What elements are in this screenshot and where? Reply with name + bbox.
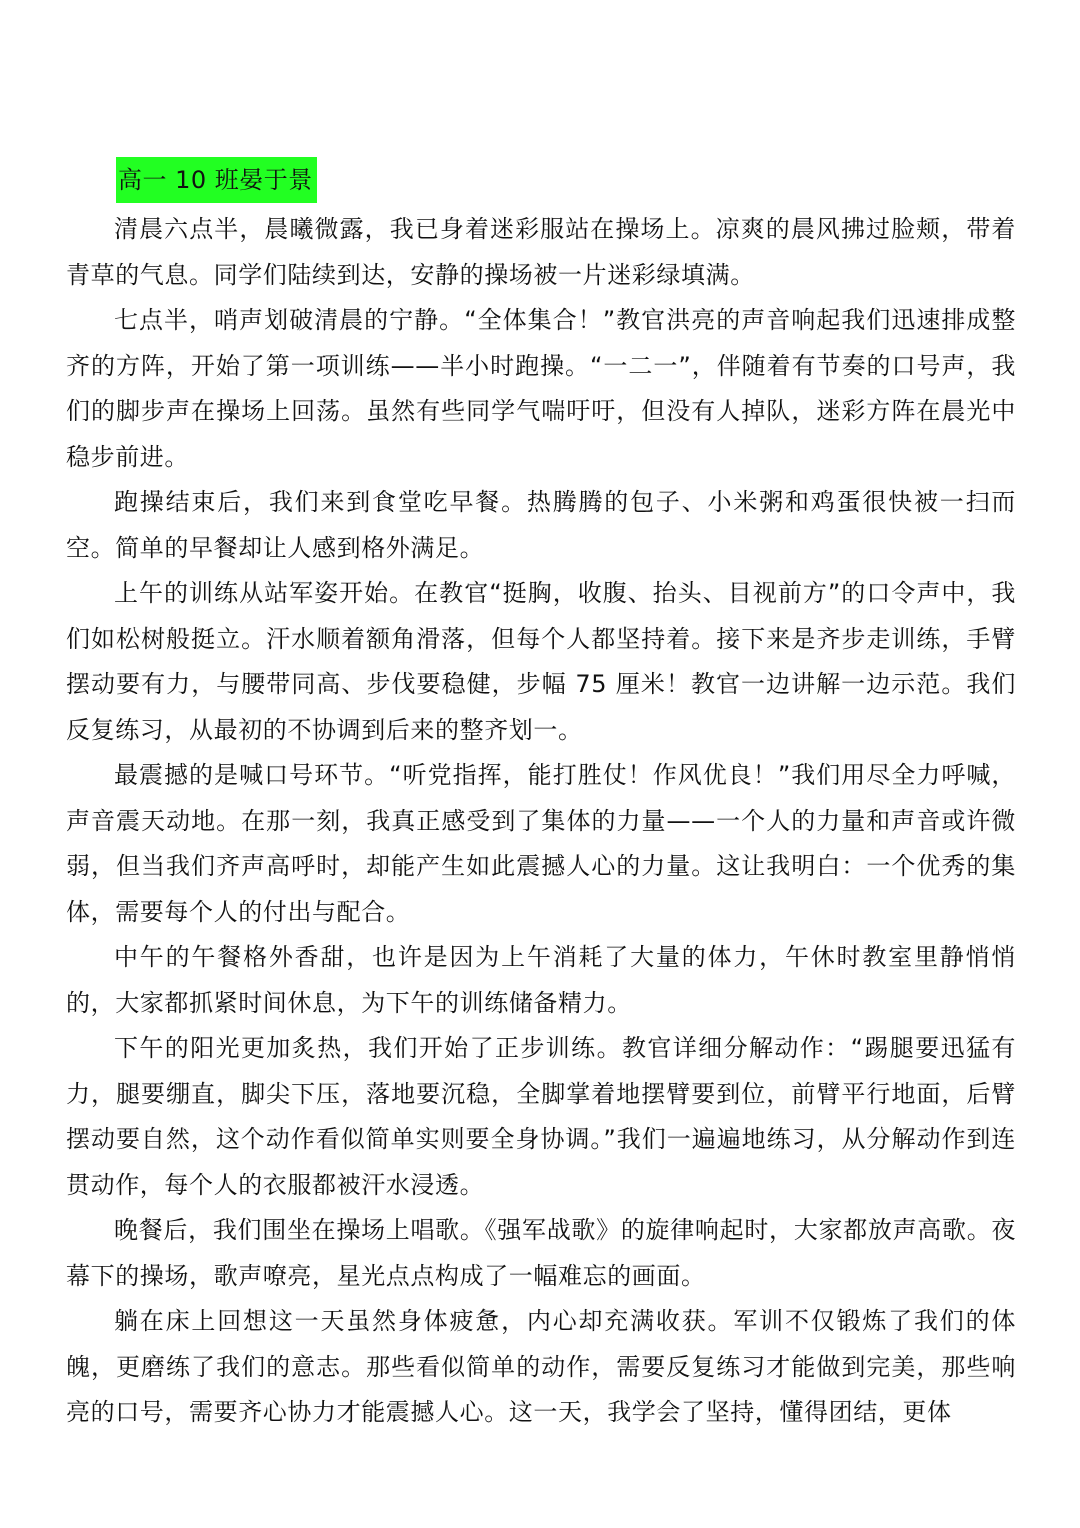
paragraph-slogans: 最震撼的是喊口号环节。“听党指挥，能打胜仗！作风优良！”我们用尽全力呼喊，声音震天动地。在那一刻，我真正感受到了集体的力量——一个人的力量和声音或许微弱，但当我们齐声高呼时，却能产生如此震撼人心的力量。这让我明白：一个优秀的集体，需要每个人的付出与配合。 — [66, 761, 1016, 926]
paragraph-reflection: 躺在床上回想这一天虽然身体疲惫，内心却充满收获。军训不仅锻炼了我们的体魄，更磨练了我们的意志。那些看似简单的动作，需要反复练习才能做到完美，那些响亮的口号，需要齐心协力才能震撼人心。这一天，我学会了坚持，懂得团结，更体 — [66, 1307, 1016, 1426]
paragraph-breakfast: 跑操结束后，我们来到食堂吃早餐。热腾腾的包子、小米粥和鸡蛋很快被一扫而空。简单的早餐却让人感到格外满足。 — [66, 488, 1016, 562]
paragraph-running: 七点半，哨声划破清晨的宁静。“全体集合！”教官洪亮的声音响起我们迅速排成整齐的方阵，开始了第一项训练——半小时跑操。“一二一”，伴随着有节奏的口号声，我们的脚步声在操场上回荡。虽然有些同学气喘吁吁，但没有人掉队，迷彩方阵在晨光中稳步前进。 — [66, 306, 1016, 471]
author-line — [116, 157, 317, 203]
paragraph-evening-singing: 晚餐后，我们围坐在操场上唱歌。《强军战歌》的旋律响起时，大家都放声高歌。夜幕下的操场，歌声嘹亮，星光点点构成了一幅难忘的画面。 — [66, 1216, 1016, 1290]
paragraph-standing-training: 上午的训练从站军姿开始。在教官“挺胸，收腹、抬头、目视前方”的口令声中，我们如松树般挺立。汗水顺着额角滑落，但每个人都坚持着。接下来是齐步走训练，手臂摆动要有力，与腰带同高、步伐要稳健，步幅 75 厘米！教官一边讲解一边示范。我们反复练习，从最初的不协调到后来的整齐划一。 — [66, 579, 1016, 744]
article-body — [66, 207, 1016, 1436]
author-name-highlight: 高一 10 班晏于景 — [116, 157, 317, 203]
paragraph-morning: 清晨六点半，晨曦微露，我已身着迷彩服站在操场上。凉爽的晨风拂过脸颊，带着青草的气息。同学们陆续到达，安静的操场被一片迷彩绿填满。 — [66, 215, 1016, 289]
paragraph-lunch: 中午的午餐格外香甜，也许是因为上午消耗了大量的体力，午休时教室里静悄悄的，大家都抓紧时间休息，为下午的训练储备精力。 — [66, 943, 1016, 1017]
paragraph-afternoon-training: 下午的阳光更加炙热，我们开始了正步训练。教官详细分解动作：“踢腿要迅猛有力，腿要绷直，脚尖下压，落地要沉稳，全脚掌着地摆臂要到位，前臂平行地面，后臂摆动要自然，这个动作看似简单实则要全身协调。”我们一遍遍地练习，从分解动作到连贯动作，每个人的衣服都被汗水浸透。 — [66, 1034, 1016, 1199]
page-bottom-margin — [0, 1448, 1080, 1528]
